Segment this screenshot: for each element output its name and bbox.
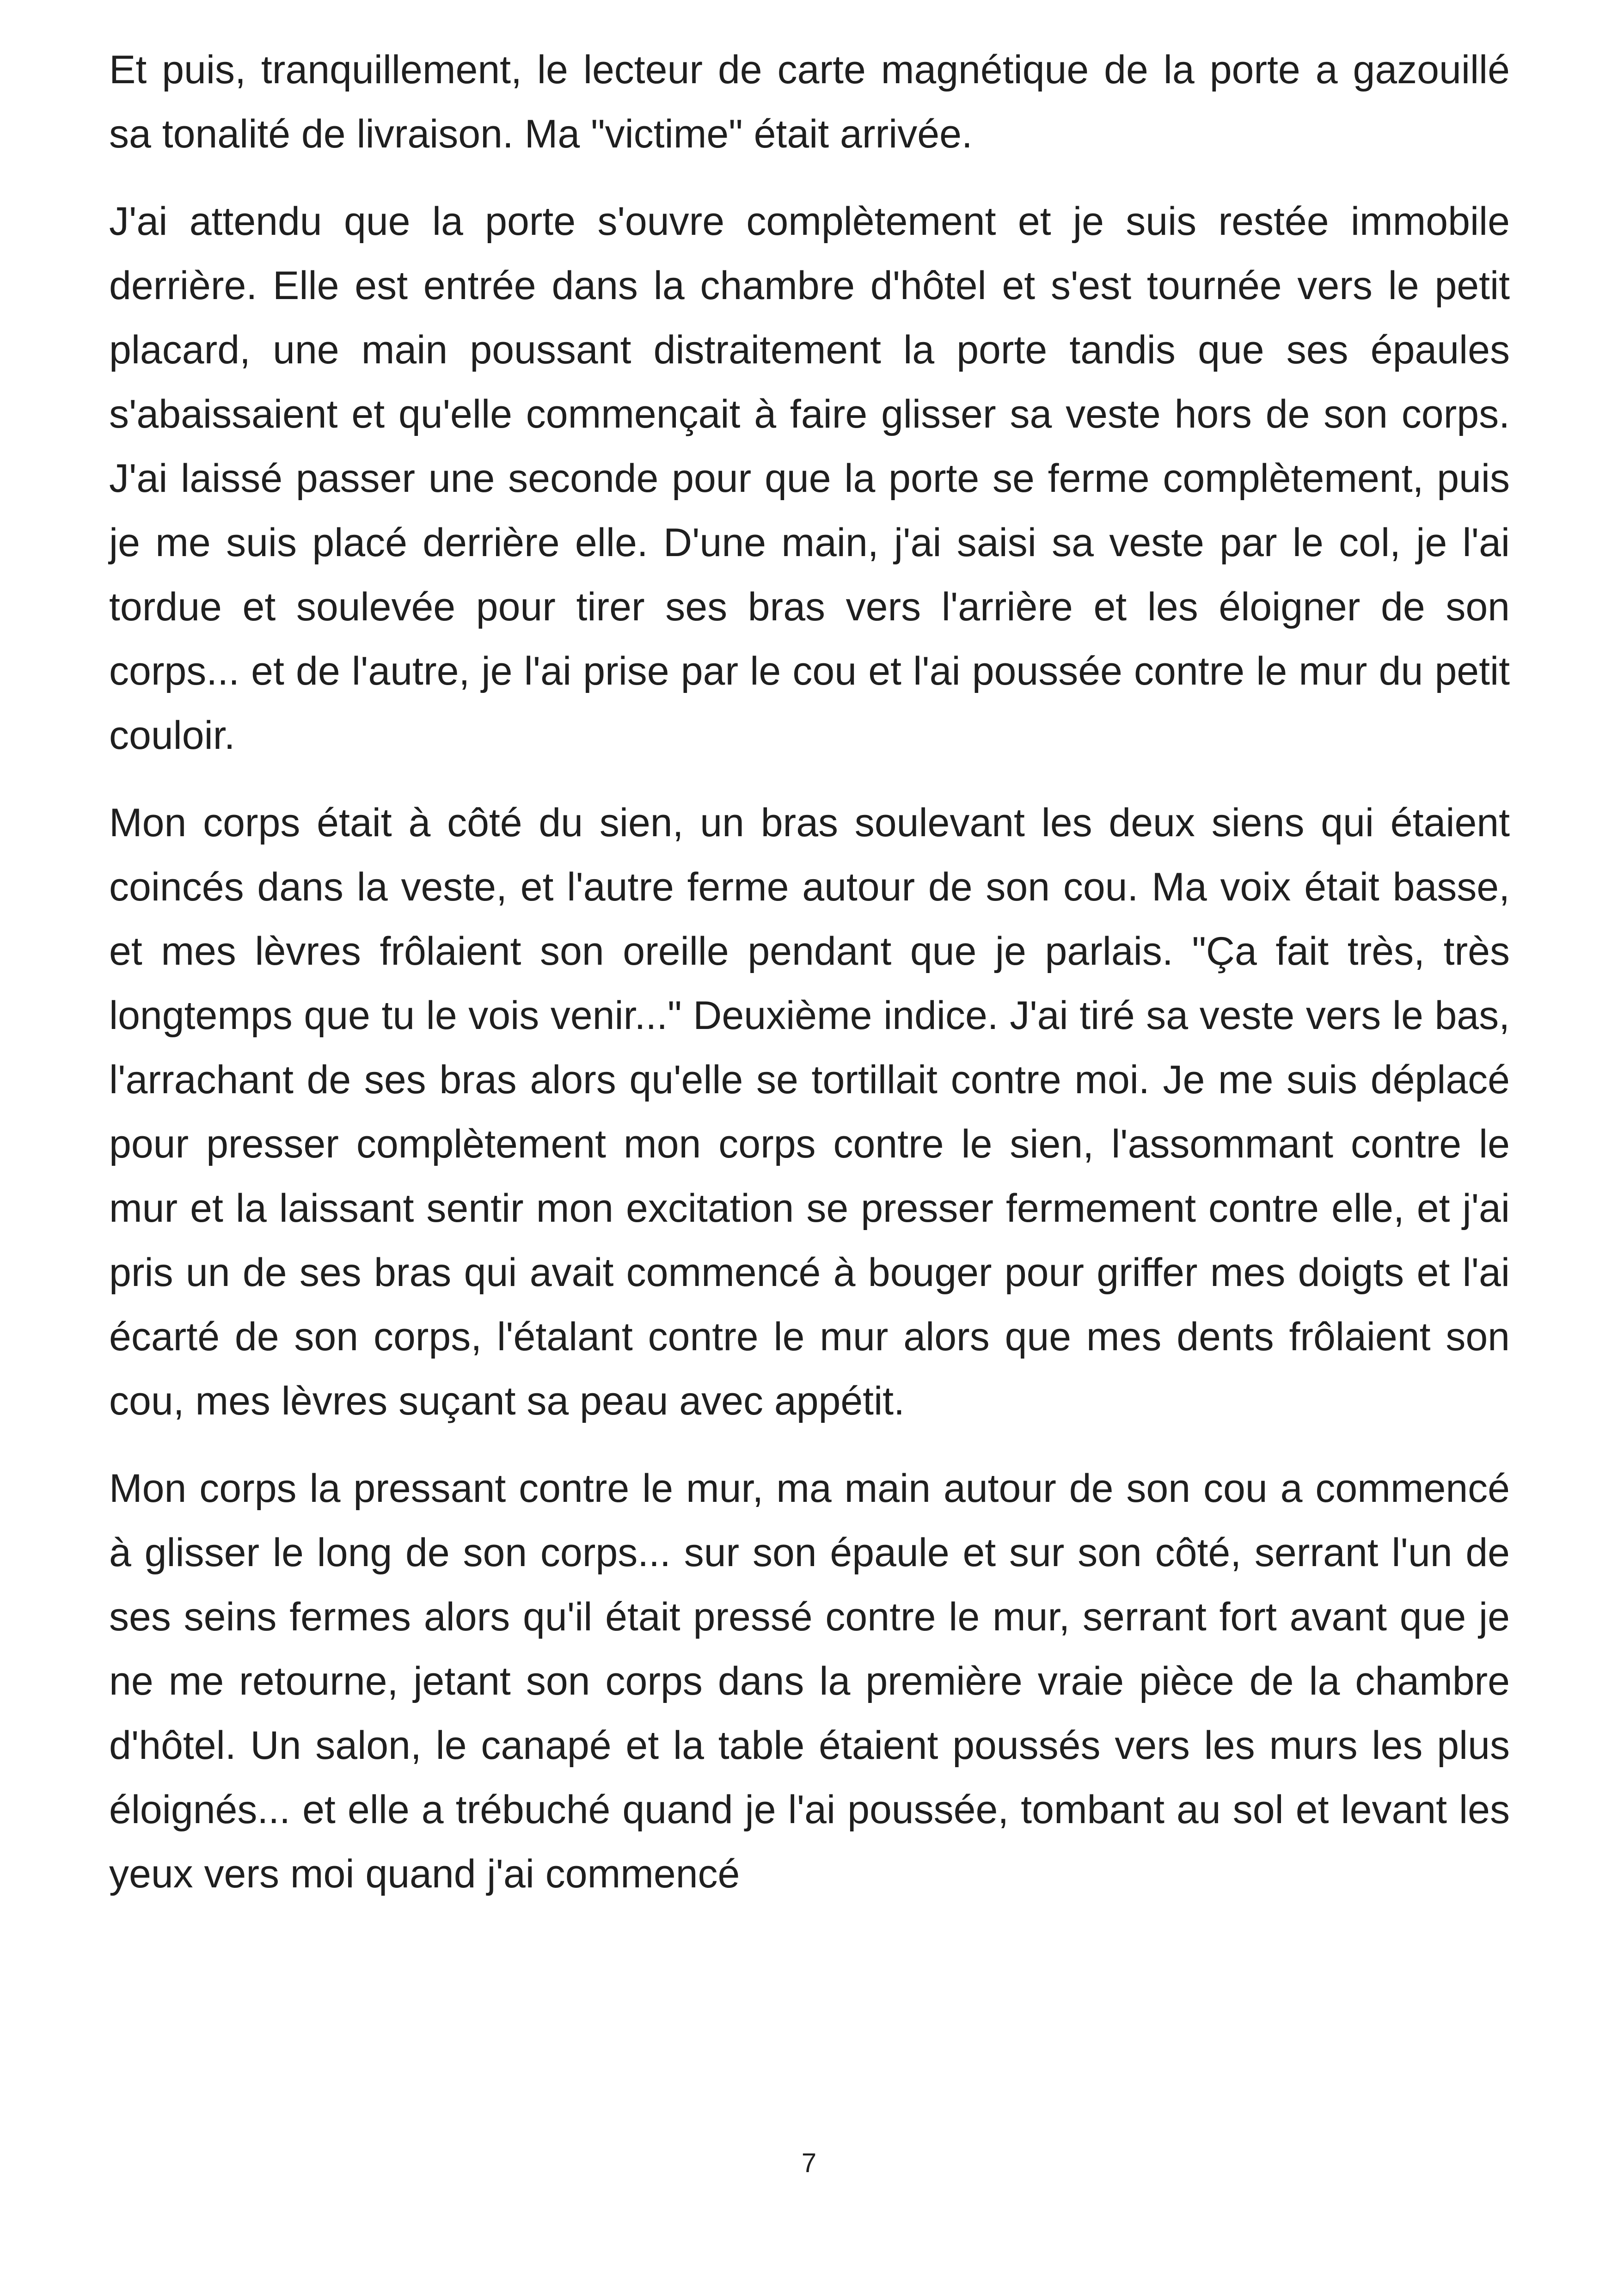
paragraph-2: J'ai attendu que la porte s'ouvre complètement et je suis restée immobile derrière. Elle est entrée dans la chambre d'hôtel et s'est tournée vers le petit placard, une main poussant distraitement la porte tandis que ses épaules s'abaissaient et qu'elle commençait à faire glisser sa veste hors de son corps. J'ai laissé passer une seconde pour que la porte se ferme complètement, puis je me suis placé derrière elle. D'une main, j'ai saisi sa veste par le col, je l'ai tordue et soulevée pour tirer ses bras vers l'arrière et les éloigner de son corps... et de l'autre, je l'ai prise par le cou et l'ai poussée contre le mur du petit couloir.: [109, 199, 1510, 758]
paragraph-3: Mon corps était à côté du sien, un bras soulevant les deux siens qui étaient coincés dans la veste, et l'autre ferme autour de son cou. Ma voix était basse, et mes lèvres frôlaient son oreille pendant que je parlais. "Ça fait très, très longtemps que tu le vois venir..." Deuxième indice. J'ai tiré sa veste vers le bas, l'arrachant de ses bras alors qu'elle se tortillait contre moi. Je me suis déplacé pour presser complètement mon corps contre le sien, l'assommant contre le mur et la laissant sentir mon excitation se presser fermement contre elle, et j'ai pris un de ses bras qui avait commencé à bouger pour griffer mes doigts et l'ai écarté de son corps, l'étalant contre le mur alors que mes dents frôlaient son cou, mes lèvres suçant sa peau avec appétit.: [109, 801, 1510, 1423]
paragraph-1: Et puis, tranquillement, le lecteur de carte magnétique de la porte a gazouillé sa tonalité de livraison. Ma "victime" était arrivée.: [109, 48, 1510, 156]
body-text: [109, 38, 1510, 1929]
page-number: 7: [801, 2148, 817, 2178]
paragraph-4: Mon corps la pressant contre le mur, ma main autour de son cou a commencé à glisser le long de son corps... sur son épaule et sur son côté, serrant l'un de ses seins fermes alors qu'il était pressé contre le mur, serrant fort avant que je ne me retourne, jetant son corps dans la première vraie pièce de la chambre d'hôtel. Un salon, le canapé et la table étaient poussés vers les murs les plus éloignés... et elle a trébuché quand je l'ai poussée, tombant au sol et levant les yeux vers moi quand j'ai commencé: [109, 1466, 1510, 1896]
